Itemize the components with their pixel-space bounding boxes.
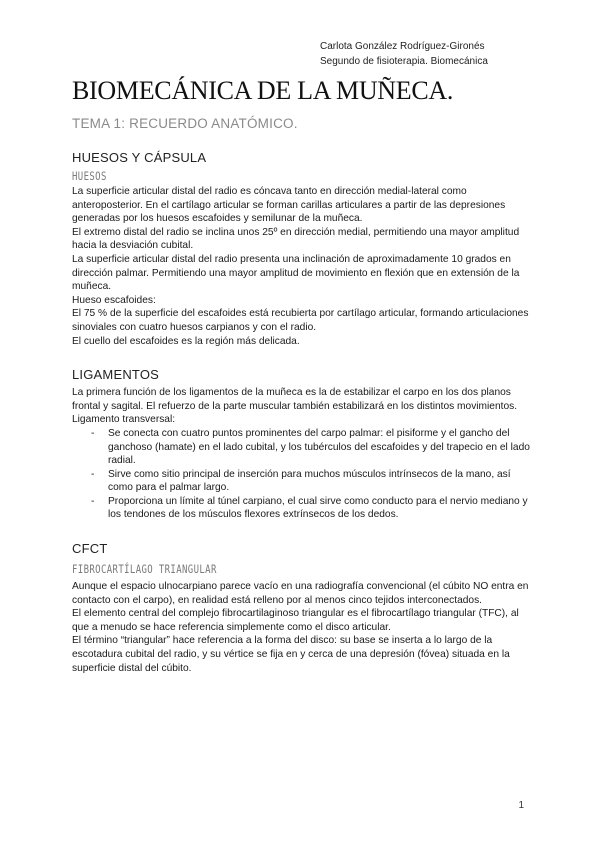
paragraph: El 75 % de la superficie del escafoides está recubierta por cartílago articular, formando articulaciones sinoviales con cuatro huesos carpianos y con el radio. <box>72 308 529 333</box>
paragraph: El extremo distal del radio se inclina unos 25º en dirección medial, permitiendo una mayor amplitud hacia la desviación cubital. <box>72 226 520 252</box>
list-item <box>72 427 532 468</box>
paragraph: La superficie articular distal del radio es cóncava tanto en dirección medial-lateral como anteroposterior. En el cartílago articular se forman carillas articulares a partir de las depresiones generadas por los huesos escafoides y semilunar de la muñeca. <box>72 186 506 225</box>
document-subtitle: TEMA 1: RECUERDO ANATÓMICO. <box>72 116 298 131</box>
paragraph: La primera función de los ligamentos de la muñeca es la de estabilizar el carpo en los dos planos frontal y sagital. El refuerzo de la parte muscular también estabilizará en los distintos movimientos. <box>72 387 518 412</box>
section-paragraphs <box>72 580 532 675</box>
list-item-text: Proporciona un límite al túnel carpiano, el cual sirve como conducto para el nervio mediano y los tendones de los músculos flexores extrínsecos de los dedos. <box>108 495 528 521</box>
document-body <box>72 150 532 675</box>
bullet-list <box>72 427 532 522</box>
list-item <box>72 468 532 495</box>
list-item-text: Sirve como sitio principal de inserción para muchos músculos intrínsecos de la mano, así como para el palmar largo. <box>108 468 511 494</box>
document-title: BIOMECÁNICA DE LA MUÑECA. <box>72 76 454 105</box>
dash-bullet: - <box>91 427 95 439</box>
page-number: 1 <box>518 800 524 811</box>
section-heading-huesos-capsula: HUESOS Y CÁPSULA <box>72 150 207 165</box>
paragraph: Aunque el espacio ulnocarpiano parece vacío en una radiografía convencional (el cúbito NO entra en contacto con el carpo), en realidad está relleno por al menos cinco tejidos interconectados. <box>72 581 529 606</box>
section-paragraphs <box>72 386 532 427</box>
paragraph: El elemento central del complejo fibrocartilaginoso triangular es el fibrocartílago triangular (TFC), al que a menudo se hace referencia simplemente como el disco articular. <box>72 608 519 633</box>
paragraph: La superficie articular distal del radio presenta una inclinación de aproximadamente 10 grados en dirección palmar. Permitiendo una mayor amplitud de movimiento en flexión que en extensión de la muñeca. <box>72 253 520 293</box>
list-item-text: Se conecta con cuatro puntos prominentes del carpo palmar: el pisiforme y el gancho del ganchoso (hamate) en el lado cubital, y los tubérculos del escafoides y del trapecio en el lado radial. <box>108 427 530 467</box>
section-heading-ligamentos: LIGAMENTOS <box>72 367 160 383</box>
course-name: Segundo de fisioterapia. Biomecánica <box>320 56 488 67</box>
dash-bullet: - <box>91 495 95 507</box>
section-heading-cfct: CFCT <box>72 541 108 557</box>
dash-bullet: - <box>91 468 95 480</box>
author-name: Carlota González Rodríguez-Gironés <box>320 41 485 52</box>
paragraph: Ligamento transversal: <box>72 414 176 426</box>
paragraph: El cuello del escafoides es la región más delicada. <box>72 335 300 347</box>
list-item <box>72 495 532 522</box>
subsection-heading-fibrocartilago: FIBROCARTÍLAGO TRIANGULAR <box>72 562 217 577</box>
paragraph: El término “triangular” hace referencia a la forma del disco: su base se inserta a lo largo de la escotadura cubital del radio, y su vértice se fija en y cerca de una depresión (fóvea) situada en la superficie distal del cúbito. <box>72 635 510 674</box>
section-paragraphs <box>72 185 532 348</box>
subsection-heading-huesos: HUESOS <box>72 169 107 183</box>
page-header <box>248 39 508 69</box>
paragraph: Hueso escafoides: <box>72 294 156 306</box>
